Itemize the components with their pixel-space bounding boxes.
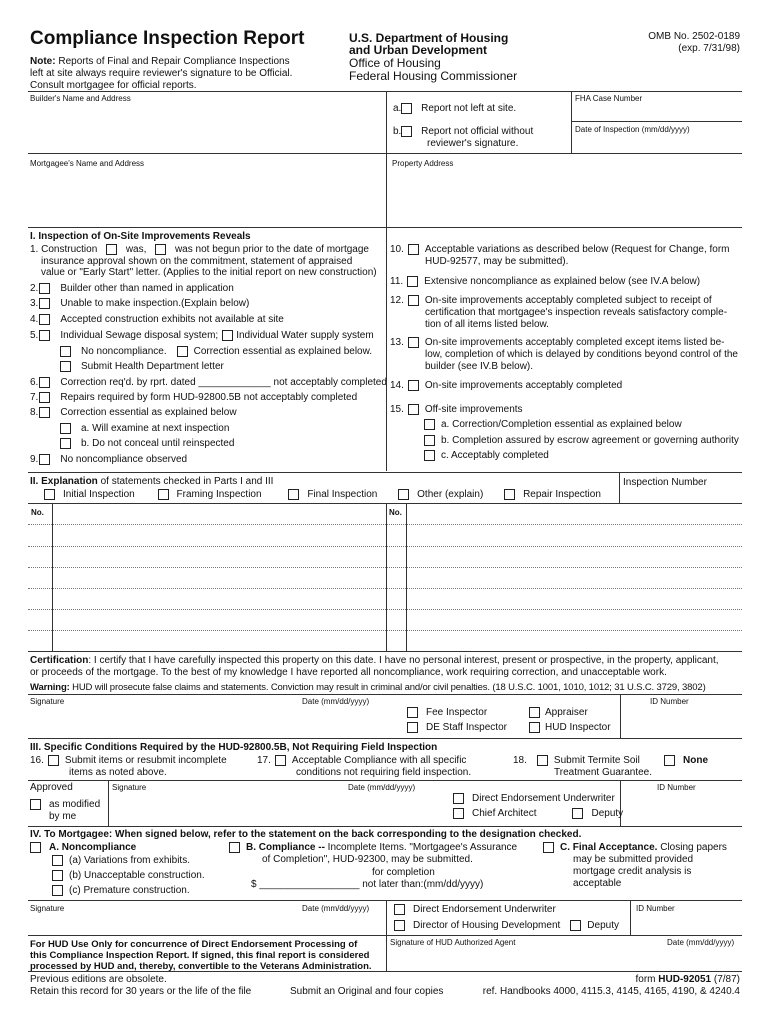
item-13-checkbox[interactable] bbox=[408, 337, 419, 348]
submit-copies: Submit an Original and four copies bbox=[290, 986, 444, 997]
explanation-right-field[interactable] bbox=[408, 506, 740, 650]
no-noncompliance-5-checkbox[interactable] bbox=[60, 346, 71, 357]
item-8b-checkbox[interactable] bbox=[60, 438, 71, 449]
item-10-line2: HUD-92577, may be submitted). bbox=[425, 256, 569, 267]
item-7-checkbox[interactable] bbox=[39, 392, 50, 403]
final-acceptance-checkbox[interactable] bbox=[543, 842, 554, 853]
variation-checkbox[interactable] bbox=[52, 855, 63, 866]
cert-id-label: ID Number bbox=[650, 697, 689, 706]
hud-inspector-checkbox[interactable] bbox=[529, 722, 540, 733]
note-line-2: left at site always require reviewer's signature to be Official. bbox=[30, 68, 293, 79]
item-17-line2: conditions not requiring field inspection. bbox=[296, 767, 472, 778]
noncompliance-checkbox[interactable] bbox=[30, 842, 41, 853]
item-6-checkbox[interactable] bbox=[39, 377, 50, 388]
cert-date-label: Date (mm/dd/yyyy) bbox=[302, 697, 370, 706]
correction-5-checkbox[interactable] bbox=[177, 346, 188, 357]
iv-signature-label: Signature bbox=[30, 904, 65, 913]
noncompliance-option: A. Noncompliance bbox=[30, 842, 136, 853]
agency-line-3: Office of Housing bbox=[349, 56, 441, 70]
appraiser-option: Appraiser bbox=[529, 707, 588, 718]
mortgagee-field[interactable] bbox=[30, 170, 382, 224]
option-b: b. Report not official without bbox=[393, 126, 534, 138]
handbook-refs: ref. Handbooks 4000, 4115.3, 4145, 4165, 4190, & 4240.4 bbox=[482, 986, 740, 997]
item-17-checkbox[interactable] bbox=[275, 755, 286, 766]
item-5-checkbox[interactable] bbox=[39, 330, 50, 341]
item-18: 18. Submit Termite Soil bbox=[513, 755, 640, 767]
premature-option: (c) Premature construction. bbox=[52, 885, 190, 896]
iii-deu-option: Direct Endorsement Underwriter bbox=[453, 793, 615, 804]
hud-date-label: Date (mm/dd/yyyy) bbox=[667, 938, 735, 947]
iv-deu-option: Direct Endorsement Underwriter bbox=[394, 904, 556, 915]
item-15c-checkbox[interactable] bbox=[424, 450, 435, 461]
item-10: 10. Acceptable variations as described below (Request for Change, form bbox=[390, 244, 730, 256]
warning-line: Warning: HUD will prosecute false claims and statements. Conviction may result in criminal and/or civil penalties. (18 U.S.C. 1001, 1010, 1012; 31 U.S.C. 3729, 3802) bbox=[30, 682, 706, 693]
as-modified-line2: by me bbox=[49, 811, 77, 822]
fee-inspector-option: Fee Inspector bbox=[407, 707, 487, 718]
omb-number: OMB No. 2502-0189 bbox=[648, 31, 740, 42]
final-line2: may be submitted provided bbox=[573, 854, 694, 865]
item-15a-checkbox[interactable] bbox=[424, 419, 435, 430]
agency-line-1: U.S. Department of Housing bbox=[349, 31, 509, 45]
item-18-line2: Treatment Guarantee. bbox=[554, 767, 653, 778]
item-5-options: No noncompliance. Correction essential as explained below. bbox=[60, 346, 372, 357]
fee-inspector-checkbox[interactable] bbox=[407, 707, 418, 718]
unacceptable-option: (b) Unacceptable construction. bbox=[52, 870, 205, 881]
item-12: 12. On-site improvements acceptably completed subject to receipt of bbox=[390, 295, 712, 307]
property-label: Property Address bbox=[392, 159, 454, 168]
item-13: 13. On-site improvements acceptably completed except items listed be- bbox=[390, 337, 725, 349]
previous-editions: Previous editions are obsolete. bbox=[30, 974, 167, 985]
variation-option: (a) Variations from exhibits. bbox=[52, 855, 190, 866]
compliance-line2: of Completion", HUD-92300, may be submitted. bbox=[262, 854, 473, 865]
other-inspection-checkbox[interactable] bbox=[398, 489, 409, 500]
item-14: 14. On-site improvements acceptably completed bbox=[390, 380, 623, 392]
item-15c: c. Acceptably completed bbox=[424, 450, 549, 461]
item-13-line3: builder (see IV.B below). bbox=[425, 361, 534, 372]
section-2-heading: II. Explanation of statements checked in Parts I and III bbox=[30, 476, 274, 487]
hud-use-line-1: For HUD Use Only for concurrence of Direct Endorsement Processing of bbox=[30, 939, 358, 950]
iii-signature-label: Signature bbox=[112, 783, 147, 792]
certification-line-1: Certification: I certify that I have carefully inspected this property on this date. I have no personal interest, present or prospective, in the property, applicant, bbox=[30, 655, 719, 666]
repair-inspection-checkbox[interactable] bbox=[504, 489, 515, 500]
item-10-checkbox[interactable] bbox=[408, 244, 419, 255]
inspection-number-label: Inspection Number bbox=[623, 477, 707, 488]
iii-deu-checkbox[interactable] bbox=[453, 793, 464, 804]
property-field[interactable] bbox=[392, 170, 740, 224]
item-16-checkbox[interactable] bbox=[48, 755, 59, 766]
cert-signature-label: Signature bbox=[30, 697, 65, 706]
item-15-checkbox[interactable] bbox=[408, 404, 419, 415]
item-1: 1. Construction was, was not begun prior to the date of mortgage bbox=[30, 244, 369, 256]
item-8-checkbox[interactable] bbox=[39, 407, 50, 418]
no-column-right: No. bbox=[389, 508, 402, 517]
form-number: form HUD-92051 (7/87) bbox=[635, 974, 740, 985]
iv-deputy-checkbox[interactable] bbox=[570, 920, 581, 931]
item-9-checkbox[interactable] bbox=[39, 454, 50, 465]
item-9: 9. No noncompliance observed bbox=[30, 454, 188, 466]
builder-field[interactable] bbox=[30, 104, 382, 150]
construction-was-not-checkbox[interactable] bbox=[155, 244, 166, 255]
compliance-line3: for completion bbox=[372, 867, 435, 878]
item-11: 11. Extensive noncompliance as explained below (see IV.A below) bbox=[390, 276, 701, 288]
item-7: 7. Repairs required by form HUD-92800.5B not acceptably completed bbox=[30, 392, 358, 404]
iv-id-label: ID Number bbox=[636, 904, 675, 913]
note-line-3: Consult mortgagee for official reports. bbox=[30, 80, 197, 91]
compliance-amount[interactable]: $ __________________ not later than:(mm/dd/yyyy) bbox=[251, 879, 484, 890]
iii-id-label: ID Number bbox=[657, 783, 696, 792]
form-title: Compliance Inspection Report bbox=[30, 28, 305, 49]
approved-label: Approved bbox=[30, 782, 73, 793]
de-staff-checkbox[interactable] bbox=[407, 722, 418, 733]
item-15b-checkbox[interactable] bbox=[424, 435, 435, 446]
as-modified-checkbox[interactable] bbox=[30, 799, 41, 810]
certification-line-2: or proceeds of the mortgage. To the best of my knowledge I have reported all noncompliance, work requiring correction, and unacceptable work. bbox=[30, 667, 667, 678]
inspection-type-row: Initial Inspection Framing Inspection Final Inspection Other (explain) Repair Inspection bbox=[44, 489, 601, 500]
item-12-line2: certification that mortgagee's inspection reveals satisfactory comple- bbox=[425, 307, 728, 318]
hud-agent-signature-label: Signature of HUD Authorized Agent bbox=[390, 938, 516, 947]
iv-director-checkbox[interactable] bbox=[394, 920, 405, 931]
option-b-line2: reviewer's signature. bbox=[427, 138, 519, 149]
initial-inspection-checkbox[interactable] bbox=[44, 489, 55, 500]
item-2: 2. Builder other than named in application bbox=[30, 283, 234, 295]
compliance-option: B. Compliance -- Incomplete Items. "Mortgagee's Assurance bbox=[229, 842, 517, 853]
item-8: 8. Correction essential as explained below bbox=[30, 407, 237, 419]
final-inspection-checkbox[interactable] bbox=[288, 489, 299, 500]
iv-date-label: Date (mm/dd/yyyy) bbox=[302, 904, 370, 913]
item-5-health: Submit Health Department letter bbox=[60, 361, 224, 372]
iv-doh-option: Director of Housing Development Deputy bbox=[394, 920, 619, 931]
appraiser-checkbox[interactable] bbox=[529, 707, 540, 718]
iii-date-label: Date (mm/dd/yyyy) bbox=[348, 783, 416, 792]
construction-was-checkbox[interactable] bbox=[106, 244, 117, 255]
item-17: 17. Acceptable Compliance with all specific bbox=[257, 755, 467, 767]
framing-inspection-checkbox[interactable] bbox=[158, 489, 169, 500]
none-option: None bbox=[664, 755, 708, 766]
item-8a-checkbox[interactable] bbox=[60, 423, 71, 434]
item-16-line2: items as noted above. bbox=[69, 767, 167, 778]
item-12-line3: tion of all items listed below. bbox=[425, 319, 549, 330]
section-4-heading: IV. To Mortgagee: When signed below, refer to the statement on the back corresponding to the designation checked. bbox=[30, 829, 582, 840]
item-13-line2: low, completion of which is delayed by conditions beyond control of the bbox=[425, 349, 738, 360]
premature-checkbox[interactable] bbox=[52, 885, 63, 896]
builder-label: Builder's Name and Address bbox=[30, 94, 131, 103]
item-15b: b. Completion assured by escrow agreement or governing authority bbox=[424, 435, 739, 446]
hud-use-line-2: this Compliance Inspection Report. If signed, this final report is considered bbox=[30, 950, 370, 961]
section-1-heading: I. Inspection of On-Site Improvements Reveals bbox=[30, 231, 251, 242]
as-modified-option: as modified bbox=[30, 799, 100, 810]
item-16: 16. Submit items or resubmit incomplete bbox=[30, 755, 227, 767]
inspection-date-label: Date of Inspection (mm/dd/yyyy) bbox=[575, 125, 690, 134]
agency-line-2: and Urban Development bbox=[349, 43, 488, 57]
final-acceptance-option: C. Final Acceptance. Closing papers bbox=[543, 842, 727, 853]
explanation-left-field[interactable] bbox=[54, 506, 384, 650]
water-supply-checkbox[interactable] bbox=[222, 330, 233, 341]
de-staff-option: DE Staff Inspector bbox=[407, 722, 507, 733]
item-5: 5. Individual Sewage disposal system; Individual Water supply system bbox=[30, 330, 374, 342]
fha-case-label: FHA Case Number bbox=[575, 94, 643, 103]
agency-line-4: Federal Housing Commissioner bbox=[349, 69, 518, 83]
compliance-checkbox[interactable] bbox=[229, 842, 240, 853]
item-3-checkbox[interactable] bbox=[39, 298, 50, 309]
iv-deu-checkbox[interactable] bbox=[394, 904, 405, 915]
iii-chief-option: Chief Architect Deputy bbox=[453, 808, 623, 819]
item-1-line3: value or "Early Start" letter. (Applies to the initial report on new construction) bbox=[41, 267, 377, 278]
item-4: 4. Accepted construction exhibits not available at site bbox=[30, 314, 284, 326]
item-8a: a. Will examine at next inspection bbox=[60, 423, 229, 434]
hud-use-line-3: processed by HUD and, thereby, convertible to the Veterans Administration. bbox=[30, 961, 372, 972]
item-15a: a. Correction/Completion essential as explained below bbox=[424, 419, 682, 430]
item-1-line2: insurance approval shown on the commitment, statement of appraised bbox=[41, 256, 353, 267]
iii-deputy-checkbox[interactable] bbox=[572, 808, 583, 819]
hud-inspector-option: HUD Inspector bbox=[529, 722, 611, 733]
item-2-checkbox[interactable] bbox=[39, 283, 50, 294]
fha-case-field[interactable] bbox=[575, 104, 740, 119]
note-line-1: Note: Reports of Final and Repair Compliance Inspections bbox=[30, 56, 290, 67]
iii-chief-architect-checkbox[interactable] bbox=[453, 808, 464, 819]
unacceptable-checkbox[interactable] bbox=[52, 870, 63, 881]
item-12-checkbox[interactable] bbox=[408, 295, 419, 306]
item-15: 15. Off-site improvements bbox=[390, 404, 523, 416]
item-3: 3. Unable to make inspection.(Explain below) bbox=[30, 298, 250, 310]
item-6: 6. Correction req'd. by rprt. dated _____________ not acceptably completed bbox=[30, 377, 387, 389]
omb-expiration: (exp. 7/31/98) bbox=[678, 43, 740, 54]
retain-record: Retain this record for 30 years or the life of the file bbox=[30, 986, 252, 997]
mortgagee-label: Mortgagee's Name and Address bbox=[30, 159, 145, 168]
item-8b: b. Do not conceal until reinspected bbox=[60, 438, 234, 449]
no-column-left: No. bbox=[31, 508, 44, 517]
not-official-checkbox[interactable] bbox=[401, 126, 412, 137]
inspection-date-field[interactable] bbox=[575, 135, 740, 150]
final-line4: acceptable bbox=[573, 878, 622, 889]
section-3-heading: III. Specific Conditions Required by the HUD-92800.5B, Not Requiring Field Inspection bbox=[30, 742, 438, 753]
not-left-at-site-checkbox[interactable] bbox=[401, 103, 412, 114]
final-line3: mortgage credit analysis is bbox=[573, 866, 692, 877]
none-checkbox[interactable] bbox=[664, 755, 675, 766]
item-18-checkbox[interactable] bbox=[537, 755, 548, 766]
item-11-checkbox[interactable] bbox=[407, 276, 418, 287]
health-letter-checkbox[interactable] bbox=[60, 361, 71, 372]
item-14-checkbox[interactable] bbox=[408, 380, 419, 391]
option-a: a. Report not left at site. bbox=[393, 103, 517, 115]
item-4-checkbox[interactable] bbox=[39, 314, 50, 325]
